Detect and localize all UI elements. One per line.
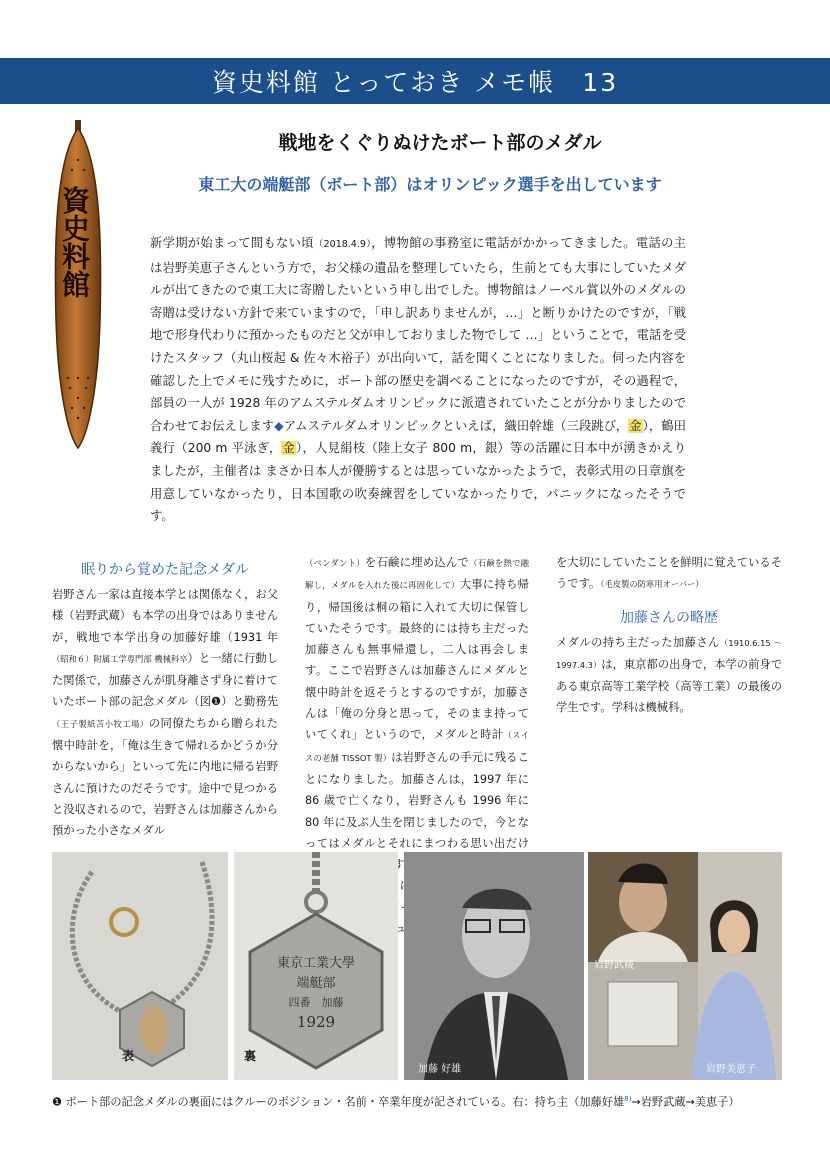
oar-text: 資史料館 <box>58 186 91 298</box>
photo-medal-front <box>52 852 228 1080</box>
body-text: を石鹸に埋め込んで <box>364 556 470 569</box>
small-note: （毛皮製の防寒用オーバー） <box>600 579 704 590</box>
small-note: （石鹸を熱で融解し，メダルを入れた後に再固化して） <box>305 558 529 591</box>
intro-text: 新学期が始まって間もない頃 <box>150 236 314 250</box>
body-text: は，東京都の出身で，本学の前身である東京高等工業学校（高等工業）の最後の学生です。学科は機械科。 <box>556 657 782 715</box>
oar-logo <box>48 120 108 450</box>
back-label: 裏 <box>244 1049 257 1063</box>
photo-iwano <box>588 852 782 1080</box>
body-text: の同僚たちから贈られた懐中時計を，「俺は生きて帰れるかどうか分からないから」といって先に内地に帰る岩野さんに預けたのだそうです。途中で見つかると没収されるので，岩野さんは加藤さんから預かった小さなメダル <box>52 716 278 838</box>
gold-badge: 金 <box>629 418 642 433</box>
caption-text: ボート部の記念メダルの裏面にはクルーのポジション・名前・卒業年度が記されている。右：持ち主（加藤好雄 <box>65 1095 625 1109</box>
small-note: （王子製紙苫小牧工場） <box>52 718 149 729</box>
photo-portrait-kato <box>404 852 584 1080</box>
small-note: （ペンダント） <box>305 558 365 568</box>
body-text: ）と一緒に行動した関係で，加藤さんが肌身離さず身に着けていたボート部の記念メダル（図❶）と勤務先 <box>52 651 278 709</box>
body-text: 岩野さん一家は直接本学とは関係なく，お父様（岩野武蔵）も本学の出身ではありませんが，戦地で本学出身の加藤好雄（1931 年 <box>52 588 278 644</box>
photo-medal-back <box>234 852 398 1080</box>
medal-line: 端艇部 <box>296 976 336 991</box>
small-note: （スイスの老舗 TISSOT 製） <box>305 730 529 763</box>
intro-text: アムステルダムオリンピックといえば，織田幹雄（三段跳び， <box>283 418 629 433</box>
iwano-label: 岩野武蔵 <box>594 960 634 971</box>
intro-date: （2018.4.9） <box>313 239 372 250</box>
gold-badge: 金 <box>282 441 296 456</box>
medal-line: 1929 <box>296 1013 336 1031</box>
diamond-icon: ◆ <box>274 418 284 433</box>
section-heading: 眠りから覚めた記念メダル <box>81 562 249 578</box>
article-subtitle: 東工大の端艇部（ボート部）はオリンピック選手を出しています <box>198 175 662 194</box>
photo-caption <box>52 1090 792 1112</box>
column-1 <box>52 558 278 842</box>
portrait-label: 加藤 好雄 <box>418 1064 462 1075</box>
caption-ref: 8) <box>624 1095 632 1103</box>
medal-line: 四番 加藤 <box>288 996 344 1009</box>
section-heading: 加藤さんの略歴 <box>620 609 718 626</box>
article-title: 戦地をくぐりぬけたボート部のメダル <box>278 132 602 154</box>
intro-paragraph <box>150 232 686 528</box>
header-title: 資史料館 とっておき メモ帳 13 <box>211 68 619 97</box>
caption-tail: →岩野武蔵→美恵子） <box>631 1095 740 1109</box>
intro-text: ，博物館の事務室に電話がかかってきました。電話の主は岩野美恵子さんという方で，お父様の遺品を整理していたら，生前とても大事にしていたメダルが出てきたので東工大に寄贈したいという申し出でした。博物館はノーベル賞以外のメダルの寄贈は受けない方針で来ていますので，「申し訳ありませんが，…」と断りかけたのですが，「戦地で形身代わりに預かったものだと父が申しておりました物でして …」ということで，電話を受けたスタッフ（丸山桜起 & 佐々木裕子）が出向いて，話を聞くことになりました。伺った内容を確認した上でメモに残すために，ボート部の歴史を調べることになったのですが，その過程で，部員の一人が 1928 年のアムステルダムオリンピックに派遣されていたことが分かりましたので合わせてお伝えします <box>150 236 686 433</box>
photo-strip <box>52 852 782 1080</box>
caption-marker: ❶ <box>52 1095 63 1109</box>
body-text: を大切にしていたことを鮮明に覚えているそうです。 <box>556 556 782 591</box>
column-3 <box>556 552 782 719</box>
intro-text: ），鶴田義行（200 m 平泳ぎ， <box>150 418 686 456</box>
mieko-label: 岩野美恵子 <box>706 1064 756 1075</box>
front-label: 表 <box>122 1049 135 1063</box>
small-note: （1910.6.15 〜 1997.4.3） <box>556 637 782 670</box>
medal-back-engraving <box>260 954 372 1032</box>
small-note: （昭和６）附属工学専門部 機械科卒 <box>52 653 188 664</box>
body-text: は岩野さんの手元に残ることになりました。加藤さんは，1997 年に 86 歳で亡くなり，岩野さんも 1996 年に 80 年に及ぶ人生を閉じましたので，今となってはメダルとそれにまつわる思い出だけが残されています。美恵子さんは ードに着 ュ <box>305 750 529 936</box>
body-text: 大事に持ち帰り，帰国後は桐の箱に入れて大切に保管していたそうです。最終的には持ち主だった加藤さんも無事帰還し，二人は再会します。ここで岩野さんは加藤さんにメダルと懐中時計を返そうとするのですが，加藤さんは「俺の分身と思って，そのまま持っていてくれ」というので，メダルと時計 <box>305 578 529 742</box>
medal-line: 東京工業大學 <box>276 956 355 971</box>
header-bar <box>0 58 830 104</box>
body-text: メダルの持ち主だった加藤さん <box>556 635 720 649</box>
intro-text: ），人見絹枝（陸上女子 800 m，銀）等の活躍に日本中が湧きかえりましたが，主催者は まさか日本人が優勝するとは思っていなかったようで，表彰式用の日章旗を用意していなかったり，日本国歌の吹奏練習をしていなかったりで，パニックになったそうです。 <box>150 441 686 524</box>
